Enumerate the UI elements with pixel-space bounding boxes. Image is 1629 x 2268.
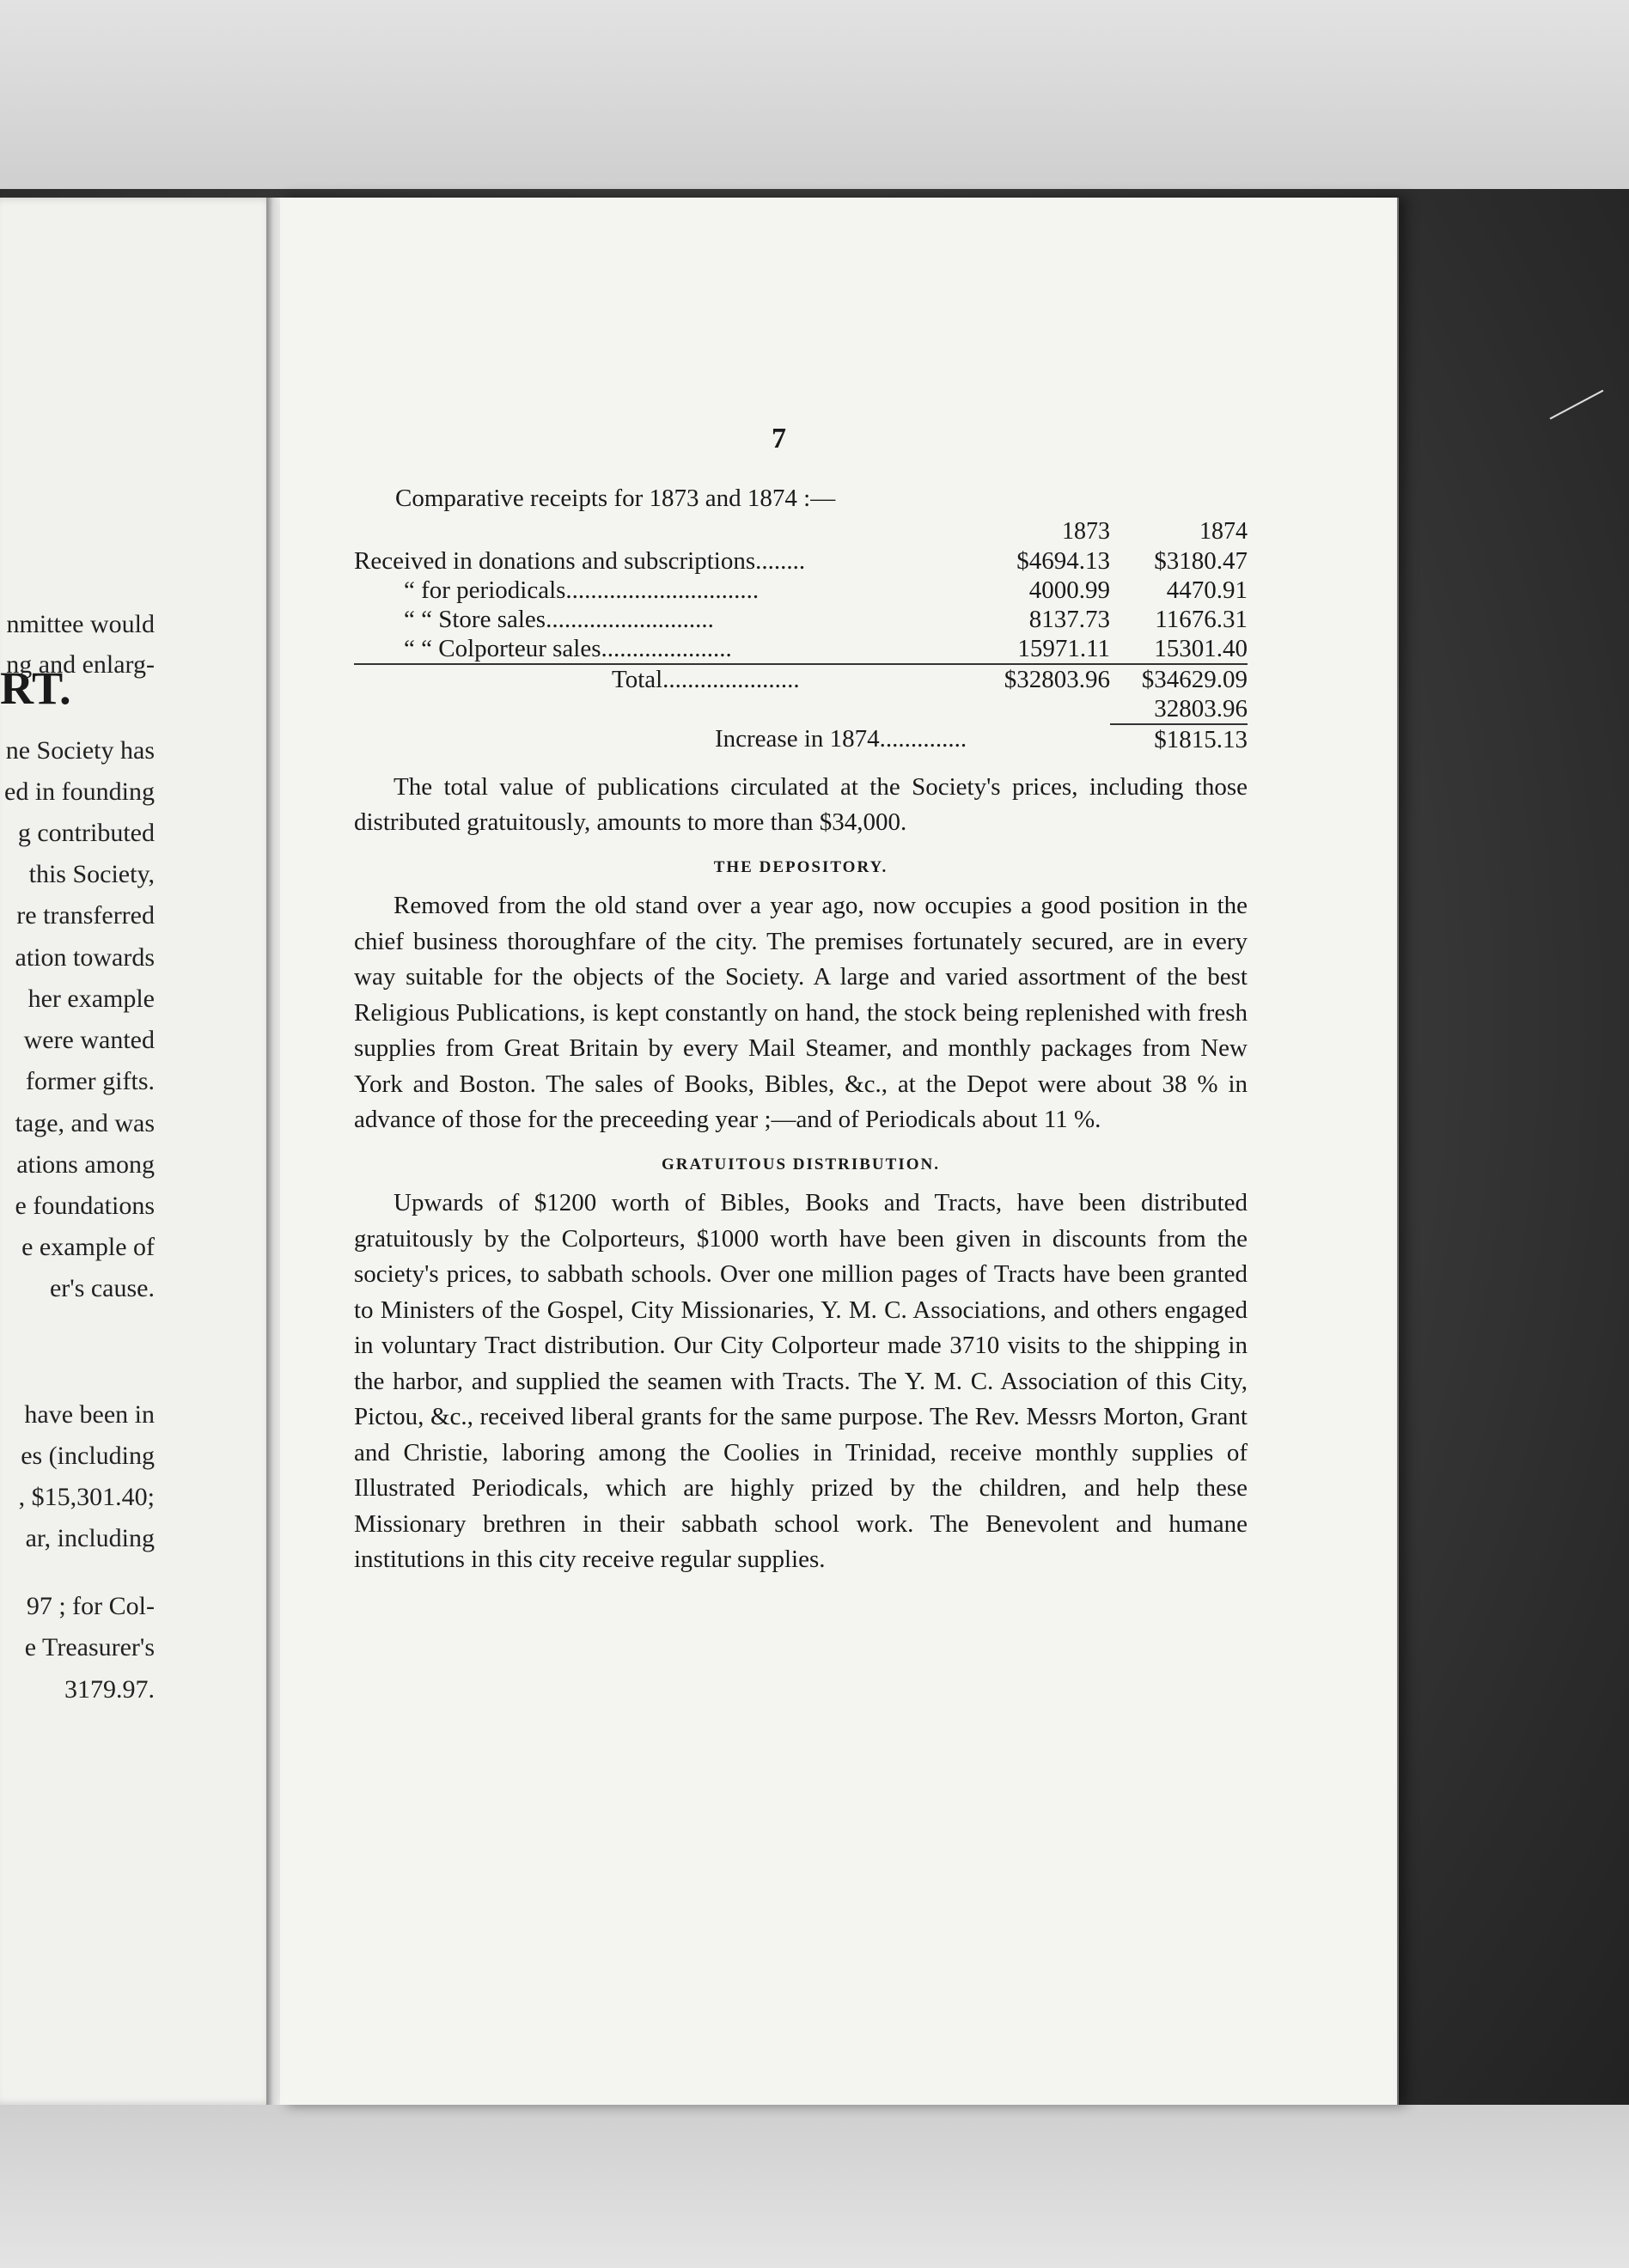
left-page-text-fragment: re transferred	[16, 901, 155, 930]
receipts-row-1873: 15971.11	[1017, 634, 1110, 662]
receipts-row-label: “ for periodicals...............................	[404, 576, 760, 604]
year-1873-header: 1873	[1062, 517, 1110, 545]
depository-heading: THE DEPOSITORY.	[713, 857, 888, 876]
left-page-text-fragment: tage, and was	[15, 1109, 155, 1137]
receipts-row	[354, 605, 1248, 634]
receipts-total-row	[354, 664, 1248, 694]
page-number: 7	[772, 423, 786, 454]
left-page-text-fragment: ed in founding	[4, 777, 155, 806]
receipts-row-label: Received in donations and subscriptions........	[354, 546, 806, 575]
left-page-text-fragment: e foundations	[15, 1192, 155, 1220]
left-page-text-fragment: e Treasurer's	[24, 1633, 155, 1661]
left-page-text-fragment: ng and enlarg-	[6, 650, 155, 679]
book-gutter	[266, 198, 280, 2105]
receipts-prior-total-row	[354, 694, 1248, 724]
left-page-text-fragment: former gifts.	[26, 1067, 155, 1095]
left-page-text-fragment: ation towards	[15, 943, 155, 972]
right-page	[280, 198, 1399, 2105]
year-1874-header: 1874	[1199, 517, 1248, 545]
receipts-row-1873: $4694.13	[1016, 546, 1110, 575]
left-page-text-fragment: 97 ; for Col-	[26, 1592, 155, 1620]
left-page-text-fragment: 3179.97.	[64, 1675, 155, 1704]
value-paragraph: The total value of publications circulated at the Society's prices, including those distributed gratuitously, amounts to more than $34,000.	[354, 772, 1248, 836]
receipts-row-1874: 15301.40	[1154, 634, 1248, 662]
left-page-text-fragment: ne Society has	[5, 736, 155, 765]
receipts-increase-label: Increase in 1874..............	[715, 725, 967, 753]
receipts-row-1874: 11676.31	[1155, 605, 1248, 633]
receipts-row-label: “ “ Store sales...........................	[404, 605, 714, 633]
scan-top-margin	[0, 0, 1629, 189]
gratuitous-heading: GRATUITOUS DISTRIBUTION.	[662, 1155, 940, 1174]
receipts-increase-row	[354, 724, 1248, 754]
depository-paragraph: Removed from the old stand over a year ago, now occupies a good position in the chief business thoroughfare of the city. The premises fortunately secured, are in every way suitable for the objects of the Society. A large and varied assortment of the best Religious Publications, is kept constantly on hand, the stock being replenished with fresh supplies from Great Britain by every Mail Steamer, and monthly packages from New York and Boston. The sales of Books, Bibles, &c., at the Depot were about 38 % in advance of those for the preceeding year ;—and of Periodicals about 11 %.	[354, 892, 1248, 1133]
receipts-row-1874: $3180.47	[1154, 546, 1248, 575]
receipts-total-1874: $34629.09	[1110, 664, 1248, 694]
film-scratch	[1550, 390, 1604, 420]
receipts-row	[354, 546, 1248, 576]
left-page-text-fragment: es (including	[21, 1442, 155, 1470]
receipts-increase-value: $1815.13	[1110, 724, 1248, 754]
left-page-text-fragment: e example of	[21, 1233, 155, 1261]
receipts-row-label: “ “ Colporteur sales.....................	[404, 634, 732, 662]
receipts-row-1873: 4000.99	[1028, 576, 1110, 604]
gratuitous-paragraph: Upwards of $1200 worth of Bibles, Books and Tracts, have been distributed gratuitously by the Colporteurs, $1000 worth have been given in discounts from the society's prices, to sabbath schools. Over one million pages of Tracts have been granted to Ministers of the Gospel, City Missionaries, Y. M. C. Associations, and others engaged in voluntary Tract distribution. Our City Colporteur made 3710 visits to the shipping in the harbor, and supplied the seamen with Tracts. The Y. M. C. Association of this City, Pictou, &c., received liberal grants for the same purpose. The Rev. Messrs Morton, Grant and Christie, laboring among the Coolies in Trinidad, receive monthly supplies of Illustrated Periodicals, which are highly prized by the children, and help these Missionary brethren in their sabbath school work. The Benevolent and humane institutions in this city receive regular supplies.	[354, 1189, 1248, 1573]
left-page-text-fragment: ations among	[16, 1150, 155, 1179]
receipts-row	[354, 634, 1248, 664]
receipts-year-header	[354, 517, 1248, 546]
receipts-table	[354, 517, 1248, 754]
receipts-total-1873: $32803.96	[973, 664, 1110, 694]
receipts-row	[354, 576, 1248, 605]
left-page-text-fragment: have been in	[24, 1400, 155, 1429]
left-page-text-fragment: , $15,301.40;	[18, 1483, 155, 1511]
left-page-text-fragment: this Society,	[28, 860, 155, 888]
receipts-row-1874: 4470.91	[1166, 576, 1248, 604]
left-page-text-fragment: er's cause.	[49, 1274, 155, 1302]
left-page	[0, 198, 277, 2105]
receipts-intro: Comparative receipts for 1873 and 1874 :—	[395, 485, 836, 512]
left-page-text-fragment: were wanted	[23, 1026, 155, 1054]
scan-bottom-margin	[0, 2105, 1629, 2268]
receipts-total-label: Total......................	[354, 664, 973, 694]
left-page-text-fragment: g contributed	[17, 819, 155, 847]
left-page-heading: RT.	[0, 662, 71, 714]
left-page-text-fragment: her example	[27, 985, 155, 1013]
left-page-text-fragment: nmittee would	[6, 610, 155, 638]
page-content	[354, 481, 1248, 1578]
receipts-prior-total: 32803.96	[1154, 694, 1248, 722]
left-page-text-fragment: ar, including	[25, 1524, 155, 1552]
receipts-row-1873: 8137.73	[1028, 605, 1110, 633]
